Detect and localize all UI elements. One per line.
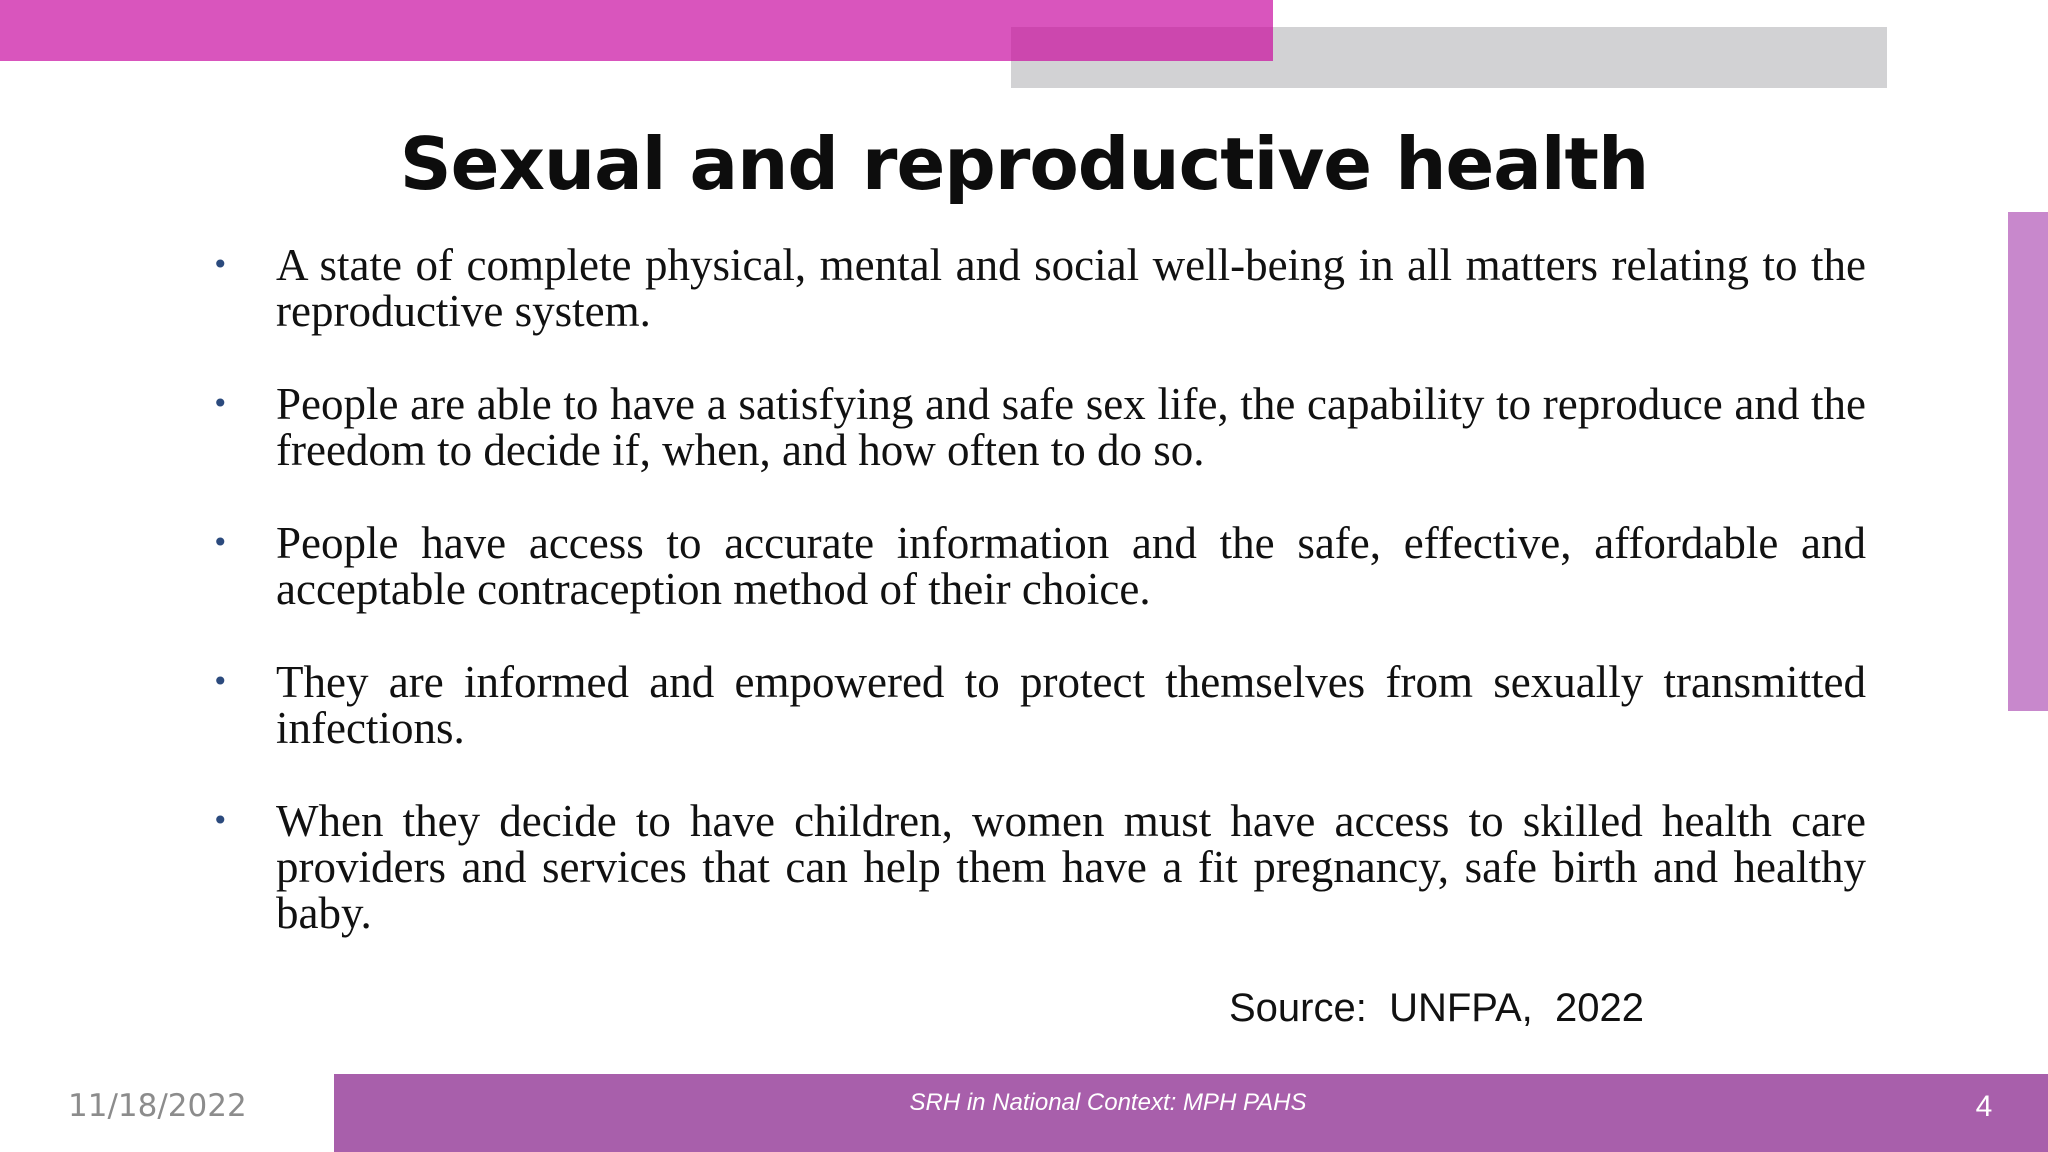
top-bar-overlap — [1011, 27, 1273, 61]
bullet-item — [212, 657, 1866, 753]
bullet-icon: • — [212, 665, 229, 698]
right-accent-bar — [2008, 212, 2048, 711]
bullet-list — [212, 240, 1866, 983]
bullet-item — [212, 796, 1866, 938]
bullet-text: People are able to have a satisfying and safe sex life, the capability to reproduce and the freedom to decide if, when, and how often to do so. — [276, 379, 1866, 475]
slide-title: Sexual and reproductive health — [399, 122, 1649, 206]
page-number: 4 — [1975, 1090, 1993, 1123]
footer-text: SRH in National Context: MPH PAHS — [909, 1089, 1307, 1116]
bullet-item — [212, 379, 1866, 475]
bullet-icon: • — [212, 248, 229, 281]
bullet-text: People have access to accurate information and the safe, effective, affordable and acceptable contraception method of their choice. — [276, 518, 1866, 614]
bullet-item — [212, 240, 1866, 336]
bullet-item — [212, 518, 1866, 614]
bullet-icon: • — [212, 526, 229, 559]
footer-date: 11/18/2022 — [68, 1088, 247, 1124]
bullet-icon: • — [212, 387, 229, 420]
bullet-icon: • — [212, 804, 229, 837]
bullet-text: When they decide to have children, women must have access to skilled health care providers and services that can help them have a fit pregnancy, safe birth and healthy baby. — [276, 796, 1866, 938]
bullet-text: A state of complete physical, mental and social well-being in all matters relating to the reproductive system. — [276, 240, 1866, 336]
source-citation: Source: UNFPA, 2022 — [1229, 986, 1644, 1030]
bullet-text: They are informed and empowered to protect themselves from sexually transmitted infections. — [276, 657, 1866, 753]
